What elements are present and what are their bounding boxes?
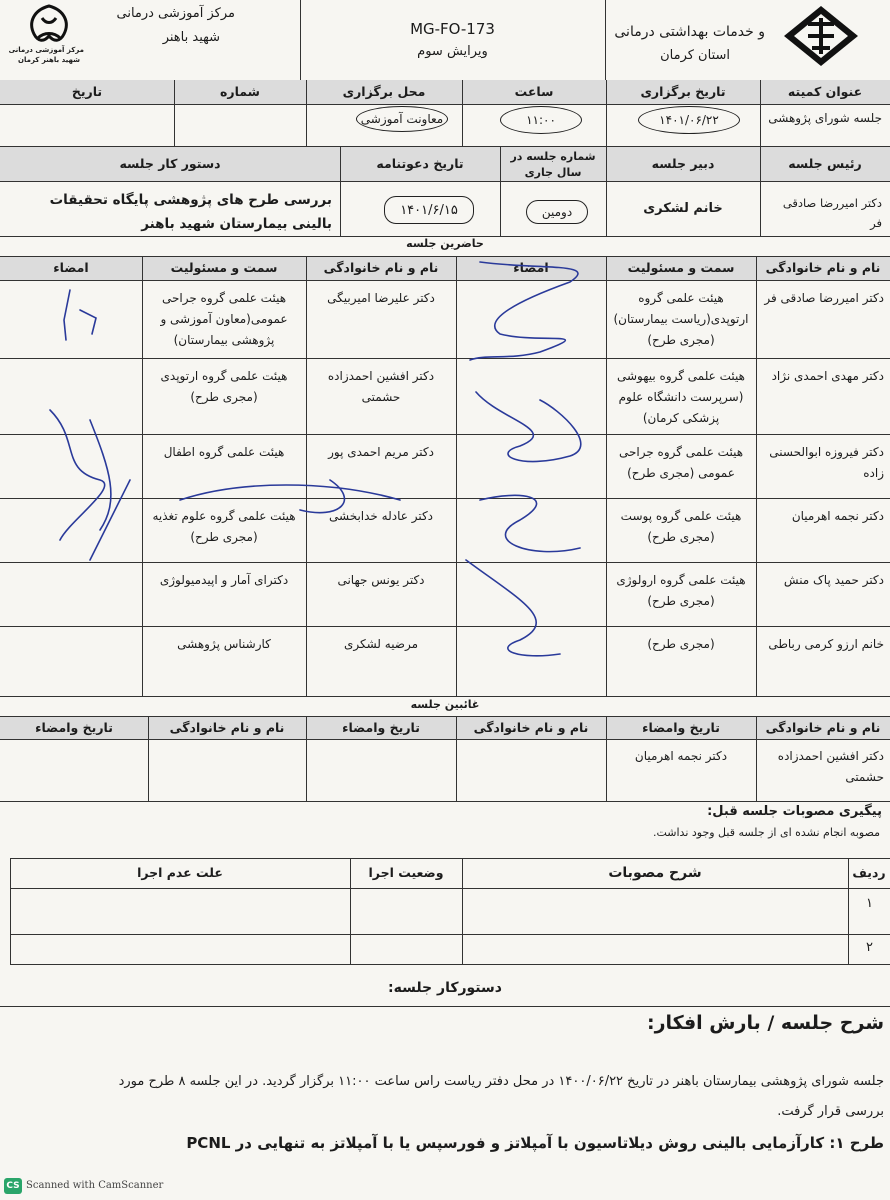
camscanner-logo: CS	[4, 1178, 22, 1194]
att-r4-name: دکتر نجمه اهرمیان	[791, 509, 884, 523]
camscanner-text: Scanned with CamScanner	[26, 1180, 164, 1191]
attendees-title: حاضرین جلسه	[406, 237, 484, 250]
meeting-number-value	[174, 104, 306, 146]
committee-value: جلسه شورای پژوهشی	[768, 111, 882, 125]
hdr-record-date: تاریخ	[0, 80, 174, 104]
att-hdr-sign-l: امضاء	[0, 256, 142, 280]
followup-title: پیگیری مصوبات جلسه قبل:	[707, 804, 882, 819]
chair-value: دکتر امیررضا صادقی فر	[782, 196, 882, 230]
meeting-date-value: ۱۴۰۱/۰۶/۲۲	[638, 106, 740, 134]
att-hdr-role-l: سمت و مسئولیت	[142, 256, 306, 280]
meeting-record-date-value	[0, 104, 174, 146]
fu-hdr-row: ردیف	[852, 865, 886, 880]
att-l3-role: هیئت علمی گروه اطفال	[163, 445, 285, 459]
abs-hdr-date-3: تاریخ وامضاء	[0, 717, 148, 739]
hdr-session-no: شماره جلسه در سال جاری	[500, 147, 606, 181]
agenda-heading: دستورکار جلسه:	[388, 980, 502, 996]
discussion-line-2: بررسی قرار گرفت.	[777, 1104, 884, 1119]
signature-1	[64, 290, 96, 340]
att-l2-name: دکتر افشین احمدزاده حشمتی	[327, 369, 435, 404]
att-l5-name: دکتر یونس جهانی	[337, 573, 425, 587]
fu-hdr-reason: علت عدم اجرا	[137, 865, 223, 880]
att-r6-role: (مجری طرح)	[647, 637, 715, 651]
att-hdr-name-l: نام و نام خانوادگی	[306, 256, 456, 280]
att-l3-name: دکتر مریم احمدی پور	[328, 445, 434, 459]
hdr-committee: عنوان کمیته	[760, 80, 890, 104]
logo-caption-1: مرکز آموزشی درمانی	[8, 46, 84, 54]
abs-hdr-date-1: تاریخ وامضاء	[606, 717, 756, 739]
absent-2: دکتر نجمه اهرمیان	[634, 749, 728, 763]
invite-date-value: ۱۴۰۱/۶/۱۵	[384, 196, 474, 224]
att-l6-role: کارشناس پژوهشی	[177, 637, 271, 651]
org-right-line1: و خدمات بهداشتی درمانی	[614, 24, 765, 40]
att-r5-role: هیئت علمی گروه ارولوژی (مجری طرح)	[616, 573, 746, 608]
discussion-item-1: طرح ۱: کارآزمایی بالینی روش دیلاتاسیون با آمپلاتز و فورسپس یا با آمپلاتز به تنهایی در PCNL	[186, 1134, 884, 1152]
hdr-invite-date: تاریخ دعوتنامه	[340, 147, 500, 181]
fu-row-2: ۲	[866, 940, 873, 955]
att-hdr-name-r: نام و نام خانوادگی	[756, 256, 890, 280]
hdr-time: ساعت	[462, 80, 606, 104]
att-r6-name: خانم ارزو کرمی رباطی	[768, 637, 884, 651]
att-l4-role: هیئت علمی گروه علوم تغذیه (مجری طرح)	[152, 509, 296, 544]
att-r1-role: هیئت علمی گروه ارتوپدی(ریاست بیمارستان) (مجری طرح)	[613, 291, 749, 347]
ministry-logo	[782, 4, 860, 68]
fu-hdr-status: وضعیت اجرا	[368, 865, 444, 880]
abs-hdr-name-2: نام و نام خانوادگی	[456, 717, 606, 739]
att-r3-role: هیئت علمی گروه جراحی عمومی (مجری طرح)	[618, 445, 744, 480]
form-version: ویرایش سوم	[417, 44, 488, 59]
meeting-location-value: معاونت آموزشی	[356, 106, 448, 132]
meeting-time-value: ۱۱:۰۰	[500, 106, 582, 134]
att-l6-name: مرضیه لشکری	[343, 637, 419, 651]
hdr-secretary: دبیر جلسه	[606, 147, 760, 181]
signature-3	[476, 392, 581, 462]
discussion-line-1: جلسه شورای پژوهشی بیمارستان باهنر در تاریخ ۱۴۰۰/۰۶/۲۲ در محل دفتر ریاست راس ساعت ۱۱:۰۰ برگزار گردید. در این جلسه ۸ طرح مورد	[118, 1074, 884, 1089]
hospital-logo	[8, 2, 84, 68]
org-left-line2: شهید باهنر	[162, 30, 220, 45]
org-right-line2: استان کرمان	[660, 48, 730, 63]
att-l2-role: هیئت علمی گروه ارتوپدی (مجری طرح)	[160, 369, 288, 404]
absent-1: دکتر افشین احمدزاده حشمتی	[777, 749, 884, 784]
signature-5	[466, 495, 580, 655]
att-l5-role: دکترای آمار و اپیدمیولوژی	[159, 573, 289, 587]
att-l1-role: هیئت علمی گروه جراحی عمومی(معاون آموزشی و پژوهشی بیمارستان)	[160, 291, 288, 347]
org-left-line1: مرکز آموزشی درمانی	[116, 6, 235, 21]
att-r4-role: هیئت علمی گروه پوست (مجری طرح)	[620, 509, 742, 544]
hdr-agenda: دستور کار جلسه	[0, 147, 340, 181]
att-r3-name: دکتر فیروزه ابوالحسنی زاده	[769, 445, 884, 480]
hdr-number: شماره	[174, 80, 306, 104]
fu-hdr-desc: شرح مصوبات	[608, 865, 702, 881]
followup-note: مصوبه انجام نشده ای از جلسه قبل وجود نداشت.	[652, 826, 880, 839]
att-r5-name: دکتر حمید پاک منش	[783, 573, 884, 587]
discussion-heading: شرح جلسه / بارش افکار:	[647, 1012, 884, 1034]
secretary-value: خانم لشکری	[643, 201, 723, 216]
logo-caption-2: شهید باهنر کرمان	[18, 56, 80, 64]
session-no-value: دومین	[526, 200, 588, 224]
form-code: MG-FO-173	[410, 20, 495, 38]
hdr-date: تاریخ برگزاری	[606, 80, 760, 104]
abs-hdr-date-2: تاریخ وامضاء	[306, 717, 456, 739]
signature-4	[50, 410, 130, 560]
abs-hdr-name-3: نام و نام خانوادگی	[148, 717, 306, 739]
att-r2-role: هیئت علمی گروه بیهوشی (سرپرست دانشگاه علوم پزشکی کرمان)	[616, 369, 746, 425]
att-r1-name: دکتر امیررضا صادقی فر	[764, 291, 884, 305]
hdr-location: محل برگزاری	[306, 80, 462, 104]
att-hdr-role-r: سمت و مسئولیت	[606, 256, 756, 280]
att-l4-name: دکتر عادله خدابخشی	[328, 509, 434, 523]
att-r2-name: دکتر مهدی احمدی نژاد	[771, 369, 884, 383]
abs-hdr-name-1: نام و نام خانوادگی	[756, 717, 890, 739]
agenda-value: بررسی طرح های پژوهشی پایگاه تحقیقات بالینی بیمارستان شهید باهنر	[49, 192, 332, 232]
absentees-title: غائبین جلسه	[410, 698, 480, 711]
att-hdr-sign-r: امضاء	[456, 256, 606, 280]
att-l1-name: دکتر علیرضا امیربیگی	[327, 291, 435, 305]
hdr-chair: رئیس جلسه	[760, 147, 890, 181]
fu-row-1: ۱	[866, 896, 873, 911]
